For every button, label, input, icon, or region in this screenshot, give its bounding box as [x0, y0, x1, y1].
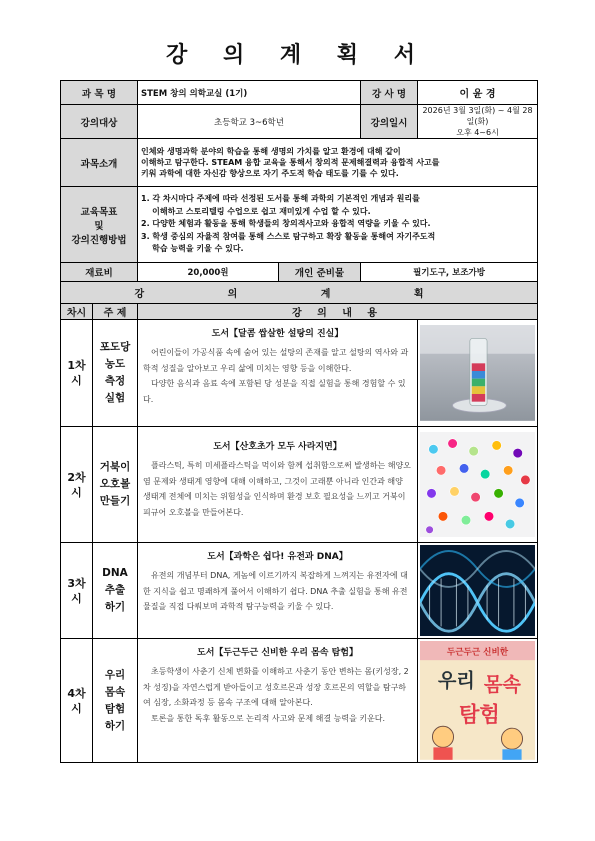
- date-range: 2026년 3월 3일(화) ~ 4월 28일(화): [422, 106, 533, 126]
- topic-line: 거북이: [99, 461, 131, 473]
- prep-label: 개인 준비물: [279, 263, 361, 282]
- header-session: 차시: [61, 304, 93, 320]
- target-label: 강의대상: [61, 105, 138, 139]
- session-content: [138, 543, 418, 639]
- session-row: [61, 639, 538, 763]
- test-tube-photo-icon: [420, 325, 535, 421]
- session-row: [61, 320, 538, 427]
- session-topic: [93, 543, 138, 639]
- topic-line: 우리: [104, 668, 126, 681]
- topic-line: 오호볼: [99, 478, 131, 490]
- turtle-figures-photo-icon: [420, 432, 535, 537]
- topic-line: 몸속: [104, 685, 126, 698]
- target-value: 초등학교 3~6학년: [138, 105, 361, 139]
- instructor-name: 이 윤 경: [418, 81, 538, 105]
- content-paragraph: 유전의 개념부터 DNA, 게놈에 이르기까지 복잡하게 느껴지는 유전자에 대한 지식을 쉽고 명쾌하게 풀어서 이해하기 쉽다. DNA 추출 실험을 통해 유전 물질을 직접 다뤄보며 과학적 탐구능력을 키울 수 있다.: [143, 571, 408, 611]
- time-range: 오후 4~6시: [456, 128, 499, 137]
- fee-value: 20,000원: [138, 263, 279, 282]
- session-image-cell: [418, 543, 538, 639]
- book-cover-image-icon: [420, 641, 535, 760]
- cover-title-a: 우리: [437, 669, 475, 693]
- intro-text: [138, 139, 538, 187]
- session-number: [61, 320, 93, 427]
- topic-line: 탐험: [104, 702, 126, 715]
- session-row: [61, 543, 538, 639]
- session-content: [138, 427, 418, 543]
- intro-label: 과목소개: [61, 139, 138, 187]
- session-content: [138, 320, 418, 427]
- book-title: 도서【산호초가 모두 사라지면】: [213, 442, 342, 452]
- session-number: [61, 639, 93, 763]
- book-title: 도서【두근두근 신비한 우리 몸속 탐험】: [197, 648, 358, 659]
- book-title: 도서【과학은 쉽다! 유전과 DNA】: [207, 552, 348, 562]
- cover-top-text: 두근두근 신비한: [446, 647, 509, 658]
- goal-line: 1. 각 차시마다 주제에 따라 선정된 도서를 통해 과학의 기본적인 개념과 원리를: [141, 194, 420, 204]
- session-row: [61, 427, 538, 543]
- cover-title-b: 몸속: [483, 672, 521, 696]
- topic-line: 하기: [104, 601, 126, 614]
- prep-value: 필기도구, 보조가방: [361, 263, 538, 282]
- course-label: 과 목 명: [61, 81, 138, 105]
- book-title: 도서【달콤 쌉살한 설탕의 진실】: [211, 329, 344, 339]
- intro-line: 키워 과학에 대한 자신감 향상으로 자기 주도적 학습 태도를 기를 수 있다.: [141, 169, 399, 178]
- session-topic: [93, 320, 138, 427]
- instructor-label: 강 사 명: [361, 81, 418, 105]
- row-section-title: [61, 282, 538, 304]
- session-label: 시: [71, 591, 82, 605]
- session-label: 4차: [67, 686, 86, 700]
- header-topic: 주 제: [93, 304, 138, 320]
- session-label: 시: [71, 701, 82, 715]
- goals-text: [138, 187, 538, 263]
- topic-line: 실험: [104, 392, 126, 404]
- intro-line: 인체와 생명과학 분야의 학습을 통해 생명의 가치를 알고 환경에 대해 같이: [141, 147, 401, 156]
- row-fee: [61, 263, 538, 282]
- session-topic: [93, 427, 138, 543]
- topic-line: 하기: [104, 719, 126, 732]
- cover-title-c: 탐험: [459, 701, 500, 727]
- session-image-cell: [418, 427, 538, 543]
- goal-line: 이해하고 스토리텔링 수업으로 쉽고 재미있게 수업 할 수 있다.: [141, 206, 371, 216]
- session-image-cell: [418, 320, 538, 427]
- content-paragraph: 다양한 음식과 음료 속에 포함된 당 성분을 직접 실험을 통해 경험할 수 있다.: [143, 379, 406, 404]
- content-paragraph: 어린이들이 가공식품 속에 숨어 있는 설탕의 존재를 알고 설탕의 역사와 과학적 성질을 알아보고 우리 삶에 미치는 영향 등을 이해한다.: [143, 348, 409, 373]
- session-image-cell: [418, 639, 538, 763]
- course-name: STEM 창의 의학교실 (1기): [138, 81, 361, 105]
- content-paragraph: 토론을 통한 독후 활동으로 논리적 사고와 문제 해결 능력을 키운다.: [151, 713, 386, 723]
- date-label: 강의일시: [361, 105, 418, 139]
- goals-label-line: 교육목표: [80, 206, 118, 218]
- goal-line: 학습 능력을 키울 수 있다.: [141, 244, 244, 254]
- document-title: 강 의 계 획 서: [166, 43, 429, 68]
- topic-line: 추출: [104, 584, 126, 597]
- intro-line: 이해하고 탐구한다. STEAM 융합 교육을 통해서 창의적 문제해결력과 융합적 사고를: [141, 158, 440, 167]
- header-content: 강 의 내 용: [138, 304, 538, 320]
- dna-helix-image-icon: [420, 545, 535, 636]
- topic-line: 측정: [104, 375, 126, 387]
- topic-line: DNA: [102, 567, 128, 580]
- session-content: [138, 639, 418, 763]
- date-value: [418, 105, 538, 139]
- row-intro: [61, 139, 538, 187]
- row-goals: [61, 187, 538, 263]
- session-label: 2차: [67, 470, 86, 484]
- session-number: [61, 543, 93, 639]
- session-topic: [93, 639, 138, 763]
- session-label: 1차: [67, 359, 86, 372]
- goals-label: [61, 187, 138, 263]
- row-target: [61, 105, 538, 139]
- session-label: 시: [71, 485, 82, 499]
- goal-line: 2. 다양한 체험과 활동을 통해 학생들의 창의적사고와 융합적 역량을 키울 수 있다.: [141, 219, 431, 229]
- row-plan-header: [61, 304, 538, 320]
- content-paragraph: 플라스틱, 특히 미세플라스틱을 먹이와 함께 섭취함으로써 발생하는 해양오염 문제와 생태계 영향에 대해 이해하고, 그것이 고래뿐 아니라 인간과 해양 생태계 전체에 미치는 위험성을 인식하며 환경 보호 필요성을 느끼고 거북이 피규어 오호볼을 만들어본다.: [143, 461, 411, 517]
- plan-section-title: 강 의 계 획: [61, 282, 538, 304]
- goals-label-line: 강의진행방법: [71, 234, 127, 246]
- topic-line: 만들기: [99, 495, 131, 507]
- session-label: 3차: [67, 576, 86, 590]
- fee-label: 재료비: [61, 263, 138, 282]
- session-number: [61, 427, 93, 543]
- goals-label-line: 및: [94, 220, 104, 232]
- course-plan-table: [60, 80, 538, 763]
- topic-line: 포도당: [99, 341, 131, 353]
- goal-line: 3. 학생 중심의 자율적 참여를 통해 스스로 탐구하고 확장 활동을 통해여 자기주도적: [141, 231, 436, 241]
- row-course: [61, 81, 538, 105]
- content-paragraph: 초등학생이 사춘기 신체 변화를 이해하고 사춘기 동안 변하는 몸(키성장, 2차 성징)을 자연스럽게 받아들이고 성호르몬과 성장 호르몬의 역할을 탐구하여 심장, 소화과정 등 몸속 구조에 대해 알아본다.: [143, 667, 409, 708]
- session-label: 시: [71, 374, 82, 387]
- topic-line: 농도: [104, 358, 126, 370]
